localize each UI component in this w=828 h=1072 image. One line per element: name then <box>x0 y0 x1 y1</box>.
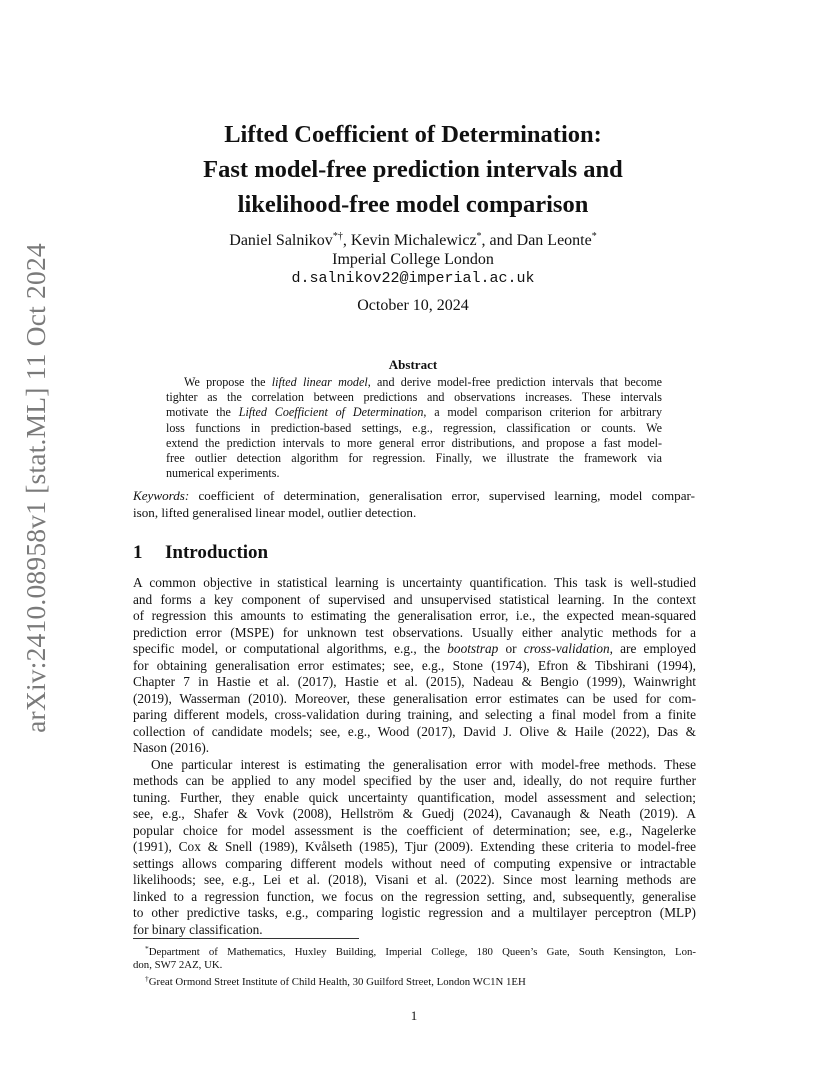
abstract-line: We propose the lifted linear model, and derive model-free prediction intervals that become <box>184 375 662 389</box>
arxiv-identifier[interactable]: arXiv:2410.08958v1 [stat.ML] 11 Oct 2024 <box>20 243 52 733</box>
title-line-1: Lifted Coefficient of Determination: <box>224 121 602 148</box>
abstract-text <box>166 375 662 481</box>
footnote-line: don, SW7 2AZ, UK. <box>133 959 223 971</box>
footnote-mark[interactable]: * <box>591 231 597 242</box>
footnote-mark: † <box>145 974 149 983</box>
author-name: , Kevin Michalewicz <box>342 232 477 249</box>
body-line: prediction error (MSPE) for unknown test observations. Usually either analytic methods for a <box>133 624 696 640</box>
author-block <box>130 227 696 288</box>
section-heading <box>133 542 268 564</box>
section-title: Introduction <box>165 542 269 563</box>
abstract-line: numerical experiments. <box>166 466 280 481</box>
body-line: Chapter 7 in Hastie et al. (2017), Hastie et al. (2015), Nadeau & Bengio (1999), Wainwright <box>133 674 696 689</box>
author-email[interactable]: d.salnikov22@imperial.ac.uk <box>291 270 535 287</box>
body-line: paring different models, cross-validation during training, and selecting a final model from a finite <box>133 707 696 722</box>
title-line-3: likelihood-free model comparison <box>237 191 589 218</box>
abstract-line: free outlier detection algorithm for regression. Finally, we illustrate the framework via <box>166 451 662 466</box>
author-name: , and Dan Leonte <box>481 232 592 249</box>
keywords-line: ison, lifted generalised linear model, outlier detection. <box>133 504 417 520</box>
footnote-line: *Department of Mathematics, Huxley Building, Imperial College, 180 Queen’s Gate, South Kensington, Lon- <box>145 944 696 958</box>
body-line: A common objective in statistical learning is uncertainty quantification. This task is well-studied <box>133 575 696 590</box>
paper-title <box>130 117 696 222</box>
footnote-rule <box>133 938 359 939</box>
footnote-mark: * <box>145 944 149 953</box>
body-line: of regression this amounts to estimating the generalisation error, i.e., the expected mean-squared <box>133 608 696 623</box>
author-list <box>130 227 696 250</box>
body-text <box>133 575 696 938</box>
abstract-line: extend the prediction intervals to more general error distributions, and propose a fast model- <box>166 435 662 450</box>
footnote-line: †Great Ormond Street Institute of Child Health, 30 Guilford Street, London WC1N 1EH <box>145 974 526 988</box>
body-line: (2019), Wasserman (2010). Moreover, these generalisation error estimates can be used for com- <box>133 690 696 706</box>
body-line: tuning. Further, they enable quick uncertainty quantification, model assessment and selection; <box>133 789 696 805</box>
abstract-heading: Abstract <box>388 357 438 372</box>
body-line: and forms a key component of supervised and unsupervised statistical learning. In the context <box>133 591 696 607</box>
abstract-line: motivate the Lifted Coefficient of Determination, a model comparison criterion for arbitrary <box>166 405 662 420</box>
paper-date: October 10, 2024 <box>357 297 469 314</box>
abstract-line: tighter as the correlation between predictions and observations increases. These intervals <box>166 390 662 405</box>
body-line: to other predictive tasks, e.g., comparing logistic regression and a multilayer perceptron (MLP) <box>133 905 696 920</box>
body-line: likelihoods; see, e.g., Lei et al. (2018), Visani et al. (2022). Since most learning methods are <box>133 872 696 887</box>
body-line: collection of candidate models; see, e.g., Wood (2017), David J. Olive & Haile (2022), Das & <box>133 723 696 739</box>
author-name: Daniel Salnikov <box>229 232 333 249</box>
footnote-mark[interactable]: *† <box>332 231 343 242</box>
keywords-line: Keywords: coefficient of determination, generalisation error, supervised learning, model compar- <box>133 488 695 503</box>
page-number: 1 <box>410 1008 418 1023</box>
body-line: for obtaining generalisation error estimates; see, e.g., Stone (1974), Efron & Tibshirani (1994), <box>133 657 696 673</box>
section-number: 1 <box>133 542 143 563</box>
title-line-2: Fast model-free prediction intervals and <box>203 156 623 183</box>
keywords-label: Keywords: <box>133 488 190 503</box>
body-line: One particular interest is estimating the generalisation error with model-free methods. These <box>151 756 696 772</box>
body-line: for binary classification. <box>133 921 263 937</box>
body-line: linked to a regression function, we focus on the regression setting, and, subsequently, generalise <box>133 888 696 904</box>
body-line: see, e.g., Shafer & Vovk (2008), Hellström & Guedj (2024), Cavanaugh & Neath (2019). A <box>133 806 696 821</box>
affiliation: Imperial College London <box>332 251 494 268</box>
body-line: specific model, or computational algorithms, e.g., the bootstrap or cross-validation, are employed <box>133 641 696 656</box>
body-line: settings allows comparing different models without need of computing expensive or intractable <box>133 855 696 871</box>
footnotes <box>133 942 696 989</box>
body-line: (1991), Cox & Snell (1989), Kvålseth (1985), Tjur (2009). Extending these criteria to model-free <box>133 839 696 854</box>
footnote-mark[interactable]: * <box>476 231 482 242</box>
body-line: Nason (2016). <box>133 740 210 755</box>
body-line: methods can be applied to any model specified by the user and, ideally, do not require further <box>133 773 696 788</box>
body-line: popular choice for model assessment is the coefficient of determination; see, e.g., Nagelerke <box>133 822 696 838</box>
keywords <box>133 488 695 521</box>
abstract-line: loss functions in prediction-based settings, e.g., regression, classification or counts. We <box>166 420 662 435</box>
arxiv-side-stamp <box>16 243 56 733</box>
